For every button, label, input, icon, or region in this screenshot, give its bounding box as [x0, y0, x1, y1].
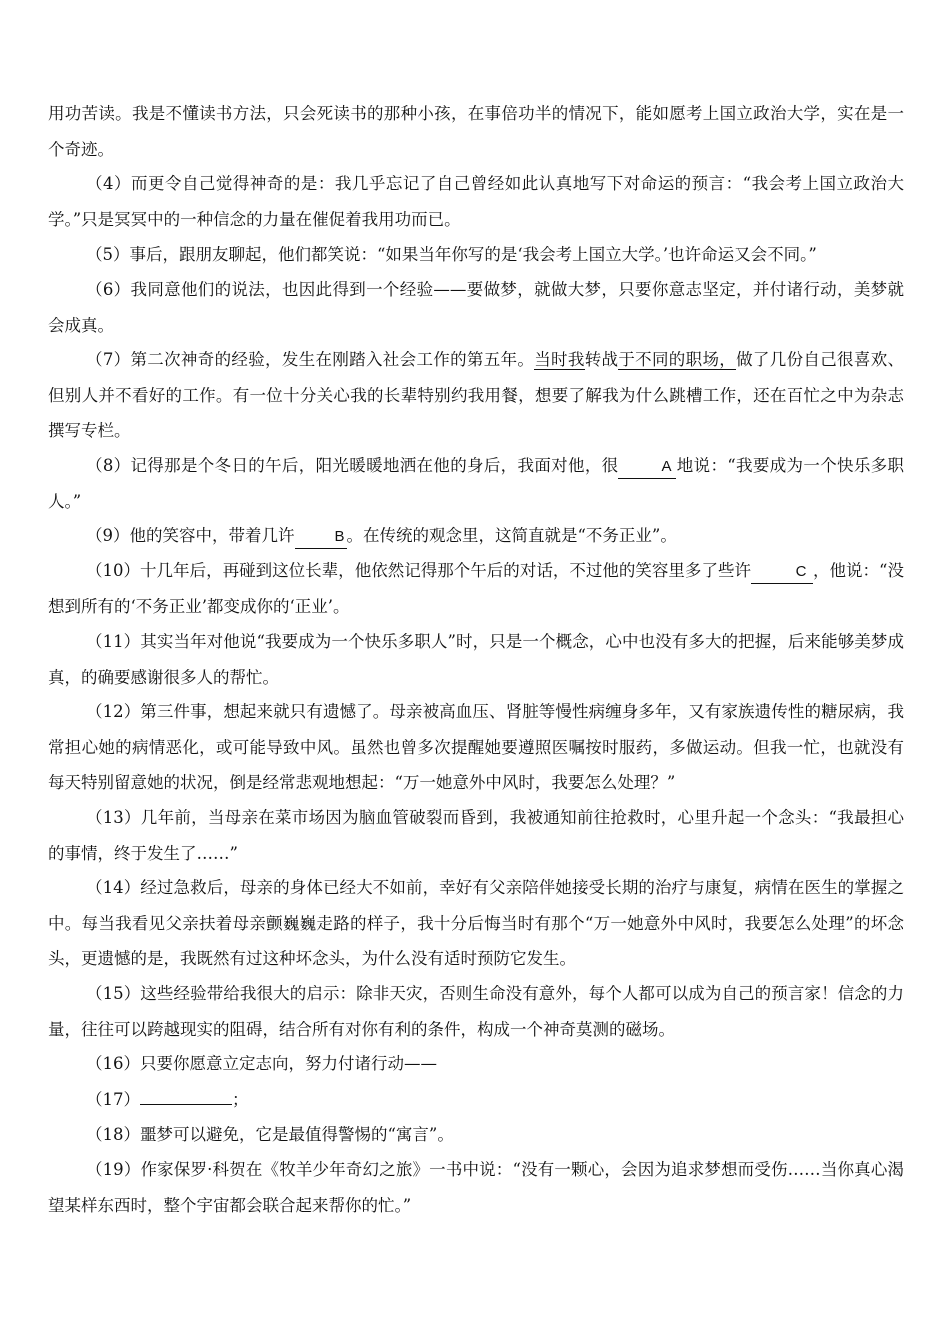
paragraph-text: （17）: [86, 1090, 140, 1109]
paragraph-text: （15）这些经验带给我很大的启示：除非天灾，否则生命没有意外，每个人都可以成为自己的预言家！信念的力量，往往可以跨越现实的阻碍，结合所有对你有利的条件，构成一个神奇莫测的磁场。: [48, 984, 904, 1039]
paragraph-continued: [48, 96, 904, 167]
paragraph-14: [48, 870, 904, 977]
paragraph-13: [48, 800, 904, 871]
paragraph-text: （19）作家保罗·科贺在《牧羊少年奇幻之旅》一书中说：“没有一颗心，会因为追求梦想而受伤……当你真心渴望某样东西时，整个宇宙都会联合起来帮你的忙。”: [48, 1160, 904, 1215]
paragraph-text: （16）只要你愿意立定志向，努力付诸行动——: [86, 1054, 437, 1073]
underlined-text: 于不同的职场，: [618, 350, 737, 369]
paragraph-text: （7）第二次神奇的经验，发生在刚踏入社会工作的第五年。: [86, 350, 535, 369]
paragraph-9: [48, 518, 904, 554]
paragraph-19: [48, 1152, 904, 1223]
paragraph-text: （11）其实当年对他说“我要成为一个快乐多职人”时，只是一个概念，心中也没有多大的把握，后来能够美梦成真，的确要感谢很多人的帮忙。: [48, 632, 904, 687]
paragraph-text: 。在传统的观念里，这简直就是“不务正业”。: [346, 526, 677, 545]
paragraph-text: （5）事后，跟朋友聊起，他们都笑说：“如果当年你写的是‘我会考上国立大学。’也许命运又会不同。”: [86, 245, 817, 264]
paragraph-text: 地说：“我要成为一个快乐多职人。”: [48, 456, 905, 511]
paragraph-text: （10）十几年后，再碰到这位长辈，他依然记得那个午后的对话，不过他的笑容里多了些许: [86, 561, 751, 580]
paragraph-text: （4）而更令自己觉得神奇的是：我几乎忘记了自己曾经如此认真地写下对命运的预言：“我会考上国立政治大学。”只是冥冥中的一种信念的力量在催促着我用功而已。: [48, 174, 904, 229]
paragraph-text: ；: [232, 1090, 249, 1109]
paragraph-text: （12）第三件事，想起来就只有遗憾了。母亲被高血压、肾脏等慢性病缠身多年，又有家族遗传性的糖尿病，我常担心她的病情恶化，或可能导致中风。虽然也曾多次提醒她要遵照医嘱按时服药，多做运动。但我一忙，也就没有每天特别留意她的状况，倒是经常悲观地想起：“万一她意外中风时，我要怎么处理？”: [48, 702, 904, 792]
paragraph-text: （9）他的笑容中，带着几许: [86, 526, 295, 545]
paragraph-text: （13）几年前，当母亲在菜市场因为脑血管破裂而昏到，我被通知前往抢救时，心里升起一个念头：“我最担心的事情，终于发生了……”: [48, 808, 904, 863]
paragraph-17: [48, 1082, 904, 1118]
fill-blank-b[interactable]: B: [295, 526, 347, 549]
paragraph-text: （8）记得那是个冬日的午后，阳光暖暖地洒在他的身后，我面对他，很: [86, 456, 619, 475]
paragraph-5: [48, 237, 904, 273]
paragraph-text: （18）噩梦可以避免，它是最值得警惕的“寓言”。: [86, 1125, 454, 1144]
paragraph-16: [48, 1046, 904, 1082]
paragraph-text: （14）经过急救后，母亲的身体已经大不如前，幸好有父亲陪伴她接受长期的治疗与康复，病情在医生的掌握之中。每当我看见父亲扶着母亲颤巍巍走路的样子，我十分后悔当时有那个“万一她意外中风时，我要怎么处理”的坏念头，更遗憾的是，我既然有过这种坏念头，为什么没有适时预防它发生。: [48, 878, 904, 968]
paragraph-text: （6）我同意他们的说法，也因此得到一个经验——要做梦，就做大梦，只要你意志坚定，并付诸行动，美梦就会成真。: [48, 280, 904, 335]
paragraph-text: 转战: [584, 350, 619, 369]
paragraph-text: ，他说：“没想到所有的‘不务正业’都变成你的‘正业’。: [48, 561, 905, 616]
paragraph-10: [48, 553, 904, 624]
paragraph-12: [48, 694, 904, 801]
fill-blank-17[interactable]: [140, 1104, 232, 1105]
paragraph-8: [48, 448, 904, 519]
paragraph-6: [48, 272, 904, 343]
paragraph-11: [48, 624, 904, 695]
paragraph-18: [48, 1117, 904, 1153]
paragraph-text: 用功苦读。我是不懂读书方法，只会死读书的那种小孩，在事倍功半的情况下，能如愿考上国立政治大学，实在是一个奇迹。: [48, 104, 904, 159]
underlined-text: 当时我: [534, 350, 585, 369]
fill-blank-a[interactable]: A: [618, 456, 676, 479]
paragraph-7: [48, 342, 904, 449]
fill-blank-c[interactable]: C: [751, 561, 813, 584]
paragraph-15: [48, 976, 904, 1047]
paragraph-text: 做了几份自己很喜欢、但别人并不看好的工作。有一位十分关心我的长辈特别约我用餐，想要了解我为什么跳槽工作，还在百忙之中为杂志撰写专栏。: [48, 350, 905, 440]
paragraph-4: [48, 166, 904, 237]
